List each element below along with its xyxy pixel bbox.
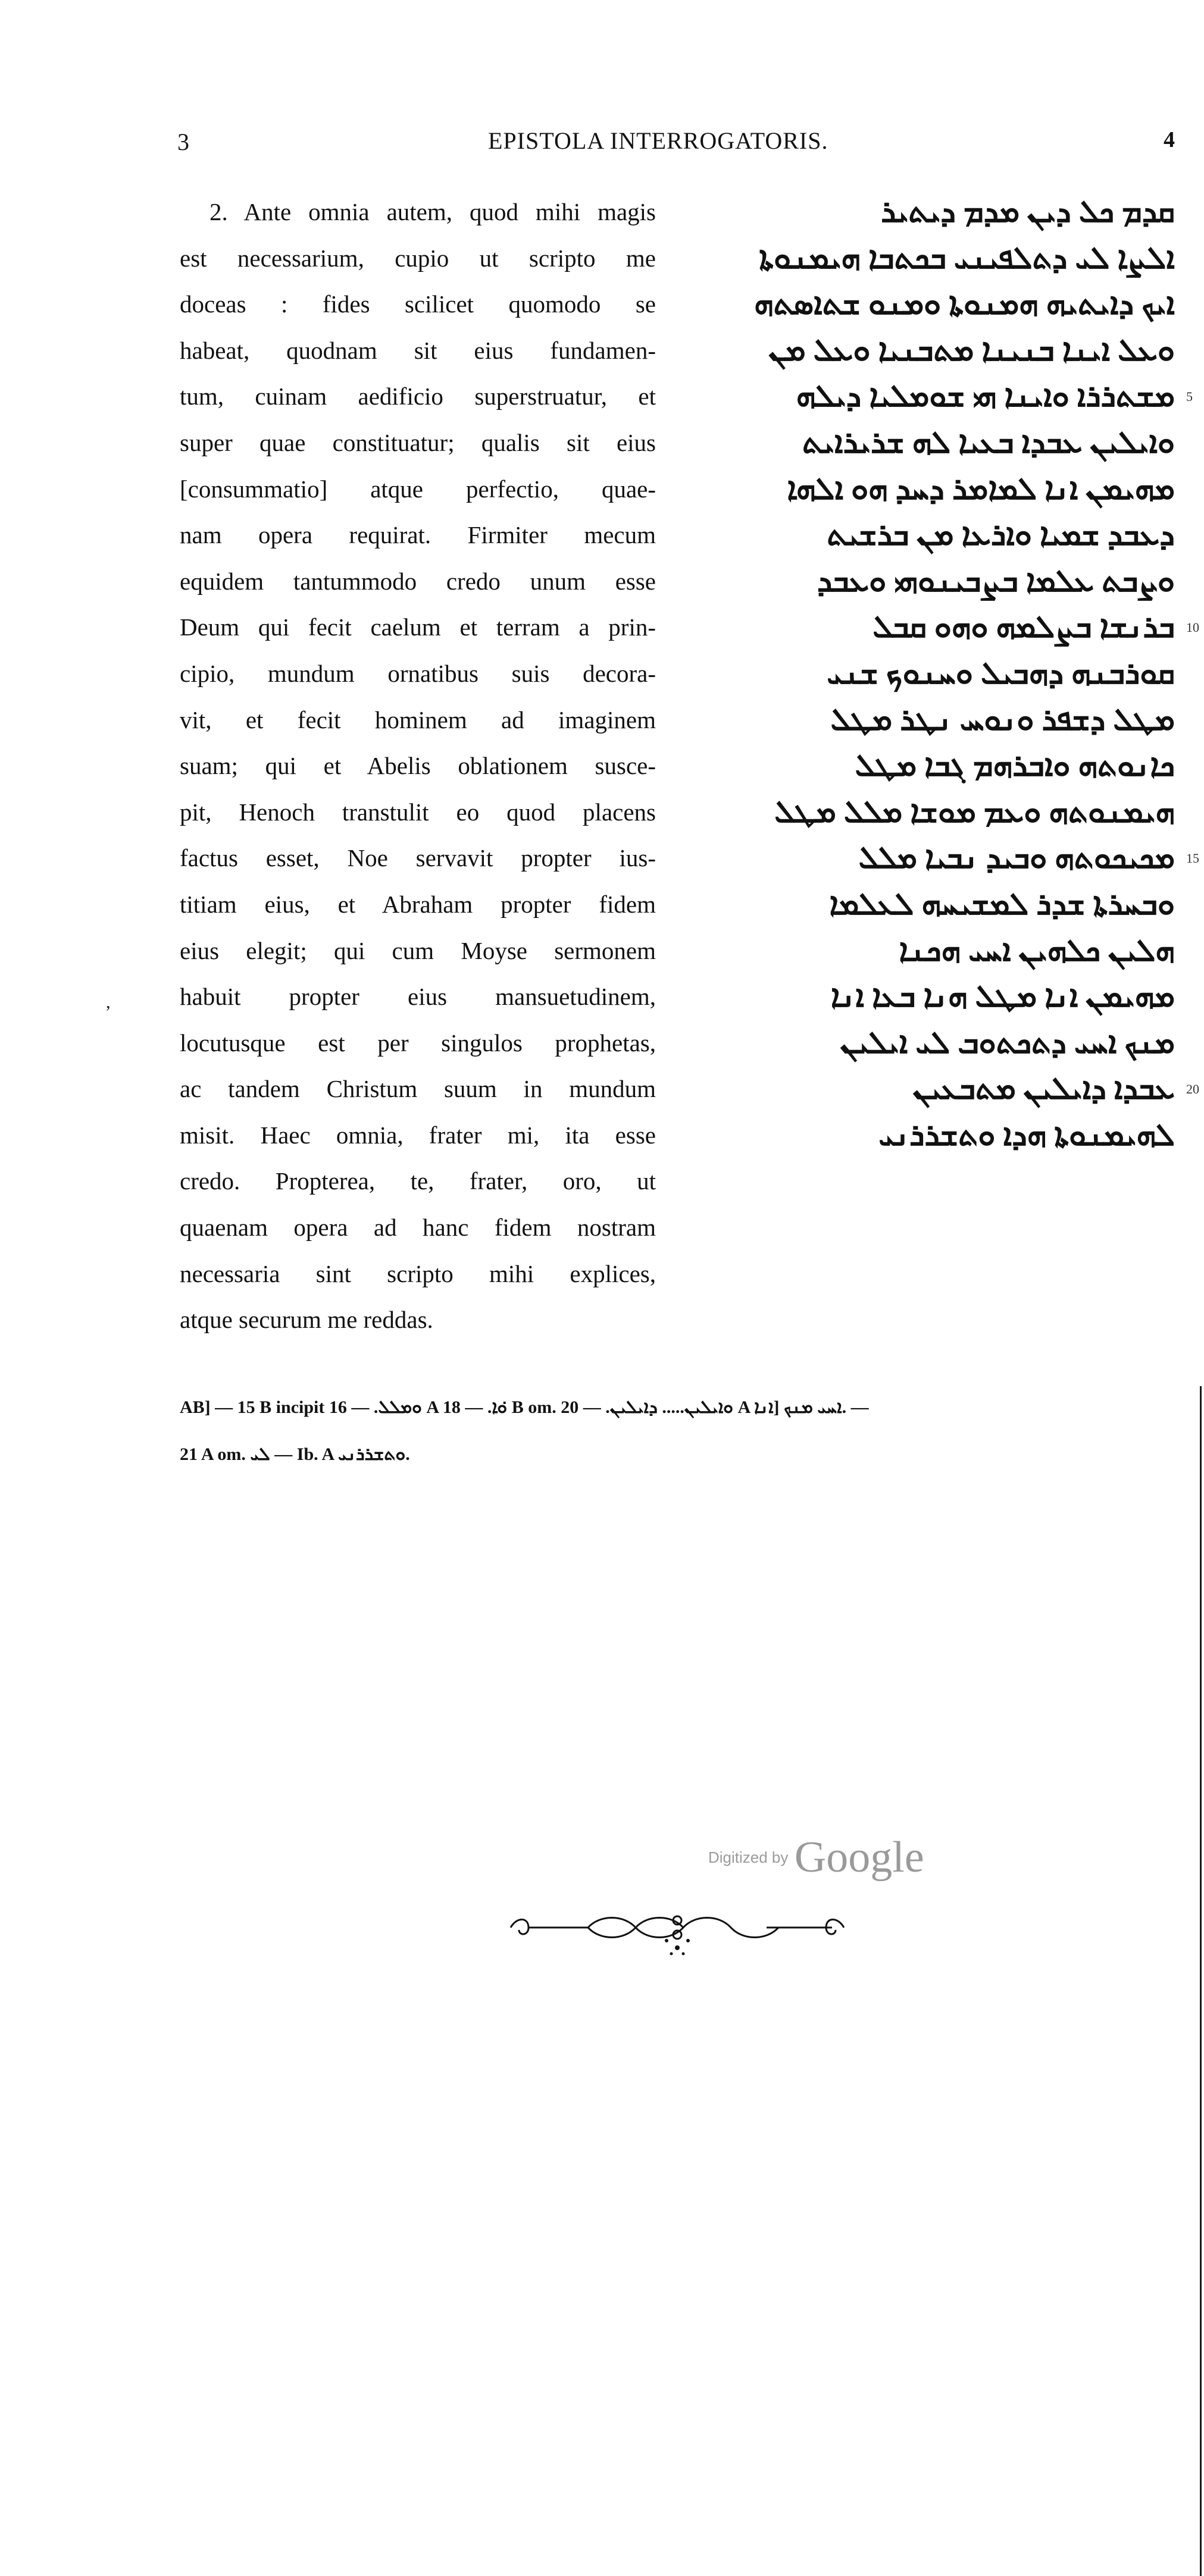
syriac-line: ܡܗܝܡܢ ܐܢܐ ܡܛܠ ܗܢܐ ܒܥܐ ܐܢܐ xyxy=(830,980,1175,1014)
latin-line: 2. Ante omnia autem, quod mihi magis xyxy=(209,198,656,225)
syriac-line: ܡܢܟ ܐܚܝ ܕܬܟܬܘܒ ܠܝ ܐܝܠܝܢ xyxy=(840,1026,1175,1060)
running-title: EPISTOLA INTERROGATORIS. xyxy=(488,127,828,154)
latin-text-column xyxy=(180,189,656,1343)
syriac-line: ܩܘܪܒܢܗ ܕܗܒܝܠ ܘܚܢܘܟ ܫܢܝ xyxy=(827,656,1175,691)
latin-line: super quae constituatur; qualis sit eius xyxy=(180,428,656,456)
syriac-line: ܡܗܝܡܢ ܐܢܐ ܠܡܐܡܪ ܕܚܕ ܗܘ ܐܠܗܐ xyxy=(787,472,1175,506)
apparatus-line: 21 A om. ܠܝ — Ib. A ܘܬܫܪܪܢܝ. xyxy=(180,1444,410,1464)
latin-line: doceas : fides scilicet quomodo se xyxy=(180,290,656,318)
latin-line: atque securum me reddas. xyxy=(180,1306,433,1334)
syriac-line: ܐܝܟ ܕܐܝܬܝܗ ܗܡܢܘܬܐ ܘܡܢܘ ܫܬܐܣܬܗ xyxy=(754,287,1175,322)
syriac-line: ܠܗܝܡܢܘܬܐ ܗܕܐ ܘܬܫܪܪܢܝ xyxy=(878,1118,1175,1152)
syriac-line: ܕܥܒܕ ܫܡܝܐ ܘܐܪܥܐ ܡܢ ܒܪܫܝܬ xyxy=(827,518,1175,553)
page-number-right: 4 xyxy=(1164,127,1175,152)
latin-line: credo. Propterea, te, frater, oro, ut xyxy=(180,1167,656,1195)
latin-line: habeat, quodnam sit eius fundamen- xyxy=(180,336,656,364)
line-number-marker: 10 xyxy=(1186,620,1199,635)
latin-line: equidem tantummodo credo unum esse xyxy=(180,567,656,595)
line-number-marker: 5 xyxy=(1186,389,1193,405)
syriac-line: ܗܠܝܢ ܟܠܗܝܢ ܐܚܝ ܗܟܢܐ xyxy=(899,933,1175,968)
syriac-line: ܡܟܝܟܘܬܗ ܘܒܝܕ ܢܒܝܐ ܡܠܠ xyxy=(858,841,1175,876)
syriac-line: ܡܛܠ ܕܫܦܪ ܘܢܘܚ ܢܛܪ ܡܛܠ xyxy=(830,703,1175,737)
page-number-left: 3 xyxy=(177,129,189,155)
latin-line: cipio, mundum ornatibus suis decora- xyxy=(180,659,656,687)
latin-line: suam; qui et Abelis oblationem susce- xyxy=(180,752,656,780)
latin-line: Deum qui fecit caelum et terram a prin- xyxy=(180,613,656,641)
line-number-marker: 20 xyxy=(1186,1082,1199,1097)
latin-line: vit, et fecit hominem ad imaginem xyxy=(180,706,656,734)
latin-line: pit, Henoch transtulit eo quod placens xyxy=(180,798,656,826)
latin-line: eius elegit; qui cum Moyse sermonem xyxy=(180,936,656,964)
syriac-line: ܒܪܢܫܐ ܒܨܠܡܗ ܘܗܘ ܩܒܠ xyxy=(872,610,1175,645)
syriac-line: ܡܫܬܪܪܐ ܘܐܝܢܐ ܗܝ ܫܘܡܠܝܐ ܕܝܠܗ xyxy=(796,380,1175,414)
watermark-prefix: Digitized by xyxy=(708,1848,789,1866)
syriac-line: ܘܐܝܠܝܢ ܥܒܕܐ ܒܥܝܐ ܠܗ ܫܪܝܪܐܝܬ xyxy=(802,425,1175,460)
latin-line: tum, cuinam aedificio superstruatur, et xyxy=(180,383,656,410)
syriac-line: ܘܒܚܪܬܐ ܫܕܪ ܠܡܫܝܚܗ ܠܥܠܡܐ xyxy=(829,887,1175,922)
latin-line: ac tandem Christum suum in mundum xyxy=(180,1075,656,1103)
latin-line: quaenam opera ad hanc fidem nostram xyxy=(180,1214,656,1242)
latin-line: titiam eius, et Abraham propter fidem xyxy=(180,890,656,918)
critical-apparatus xyxy=(180,1384,1180,1478)
syriac-line: ܘܨܒܬ ܥܠܡܐ ܒܨܒܝܢܘܗܝ ܘܥܒܕ xyxy=(817,564,1175,598)
syriac-line: ܐܠܨܐ ܠܝ ܕܬܠܦܝܢܝ ܒܟܬܒܐ ܗܝܡܢܘܬܐ xyxy=(759,241,1175,275)
stray-mark: , xyxy=(106,992,111,1012)
latin-line: necessaria sint scripto mihi explices, xyxy=(180,1259,656,1287)
digitized-watermark xyxy=(708,1832,924,1883)
apparatus-line: AB] — 15 B incipit ܘܡܠܠ. — 16 A ܘ݁ܐ. — 18 B om. ܘܐܝܠܝܢ..... ܕܐܝܠܝܢ. — 20 A ܐܚܝ ܡܢܟ [ܐܢܐ. — xyxy=(180,1397,869,1417)
latin-line: habuit propter eius mansuetudinem, xyxy=(180,983,656,1011)
ornament-divider xyxy=(499,1898,856,1957)
syriac-line: ܗܝܡܢܘܬܗ ܘܥܡ ܡܘܫܐ ܡܠܠ ܡܛܠ xyxy=(774,795,1175,829)
syriac-line: ܟܐܢܘܬܗ ܘܐܒܪܗܡ ܓܒܐ ܡܛܠ xyxy=(855,749,1175,784)
right-page-edge xyxy=(1200,1386,1202,2576)
syriac-line: ܘܥܠ ܐܝܢܐ ܒܢܝܢܐ ܡܬܒܢܝܐ ܘܥܠ ܡܢ xyxy=(768,333,1175,368)
google-logo: Google xyxy=(794,1833,924,1882)
syriac-text-column xyxy=(695,189,1175,1158)
latin-line: factus esset, Noe servavit propter ius- xyxy=(180,844,656,872)
line-number-marker: 15 xyxy=(1186,851,1199,866)
syriac-line: ܥܒܕܐ ܕܐܝܠܝܢ ܡܬܒܥܝܢ xyxy=(912,1072,1175,1107)
syriac-line: ܩܕܡ ܟܠ ܕܝܢ ܡܕܡ ܕܝܬܝܪ xyxy=(881,195,1175,229)
latin-line: misit. Haec omnia, frater mi, ita esse xyxy=(180,1121,656,1149)
latin-line: locutusque est per singulos prophetas, xyxy=(180,1029,656,1057)
latin-line: nam opera requirat. Firmiter mecum xyxy=(180,521,656,549)
latin-line: est necessarium, cupio ut scripto me xyxy=(180,244,656,272)
latin-line: [consummatio] atque perfectio, quae- xyxy=(180,475,656,503)
